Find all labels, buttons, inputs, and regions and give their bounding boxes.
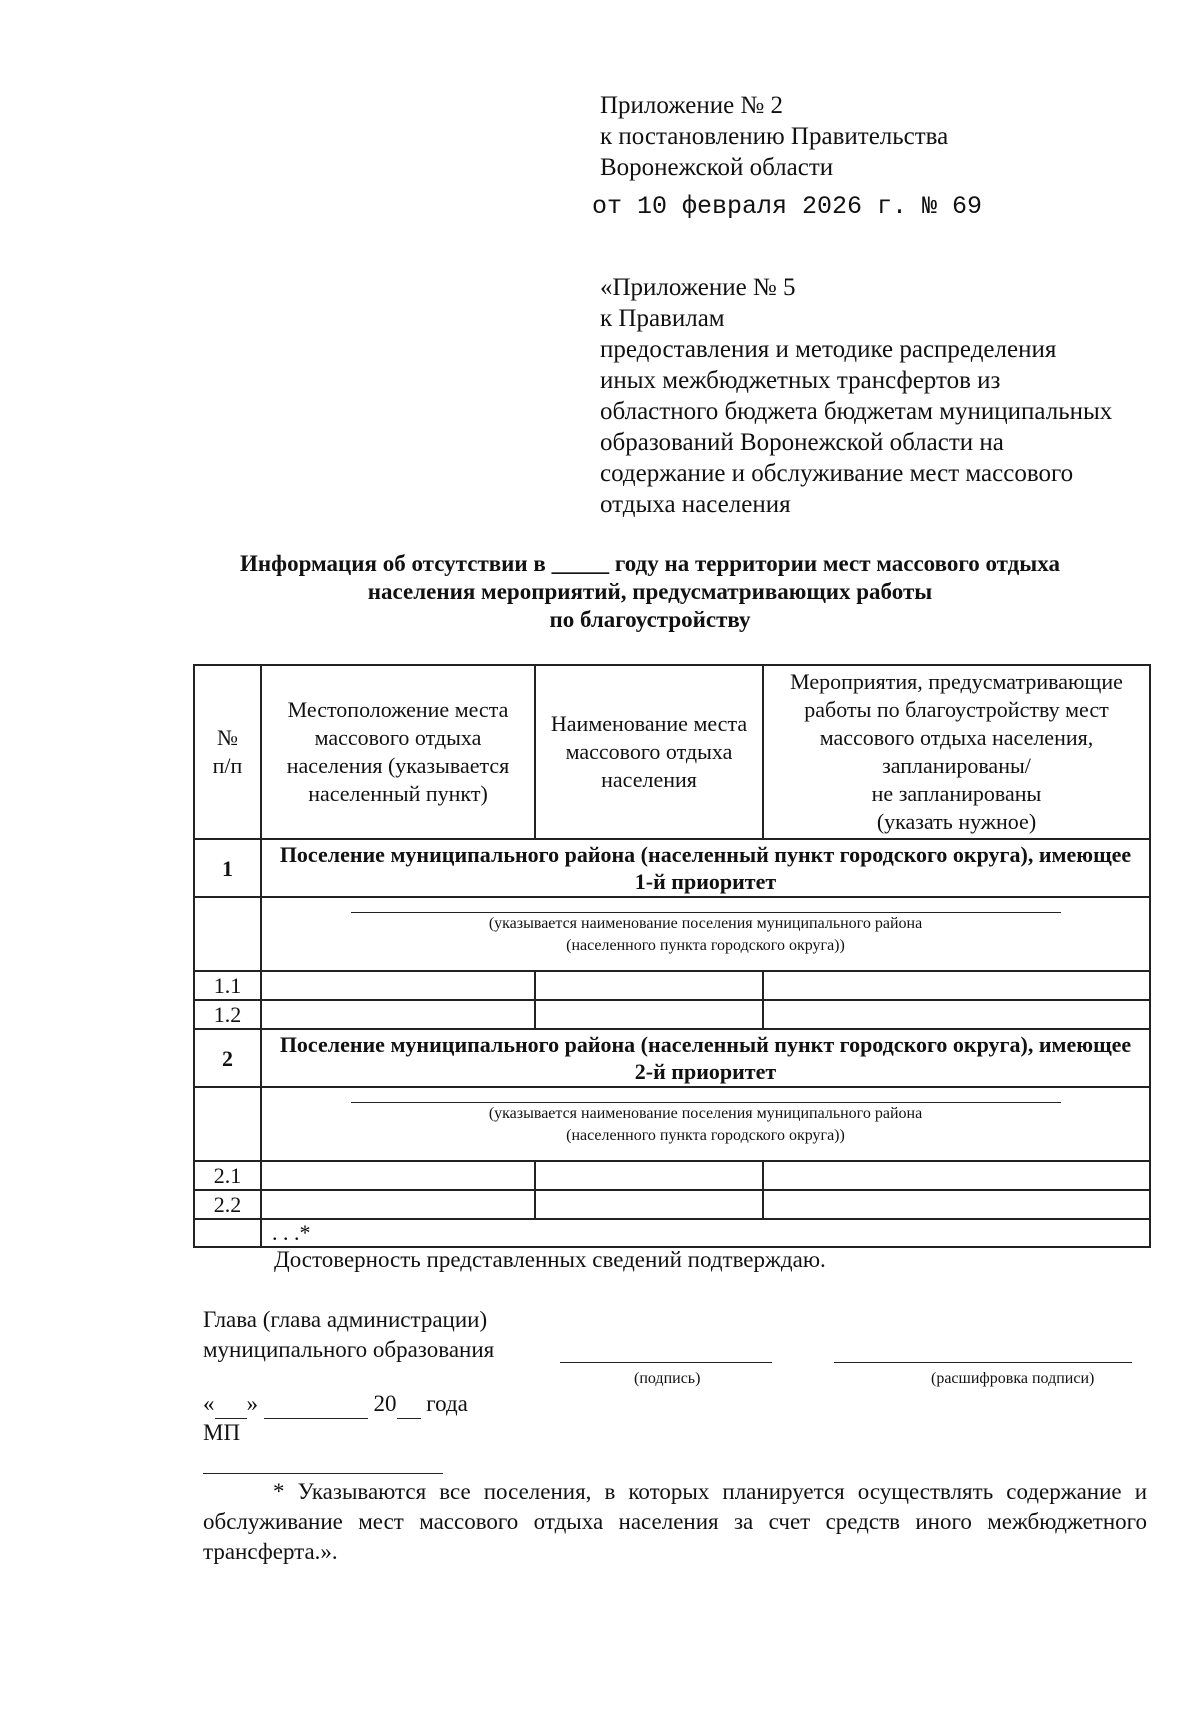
sub-appendix-line: иных межбюджетных трансфертов из bbox=[600, 367, 1001, 394]
group-hint bbox=[261, 1087, 1150, 1161]
table-row bbox=[194, 1000, 1150, 1029]
sub-appendix-line: к Правилам bbox=[600, 305, 725, 332]
sub-appendix-line: содержание и обслуживание мест массового bbox=[600, 460, 1074, 487]
group-number: 2 bbox=[194, 1029, 261, 1087]
hint-line: (указывается наименование поселения муниципального района bbox=[488, 914, 923, 932]
group-row bbox=[194, 1029, 1150, 1087]
footnote-divider bbox=[203, 1473, 443, 1474]
group-hint-row bbox=[194, 897, 1150, 971]
title-line: населения мероприятий, предусматривающих работы bbox=[367, 579, 933, 604]
group-hint bbox=[261, 897, 1150, 971]
sub-appendix-line: «Приложение № 5 bbox=[600, 274, 796, 301]
hint-line: (указывается наименование поселения муниципального района bbox=[488, 1104, 923, 1122]
confirmation-text: Достоверность представленных сведений подтверждаю. bbox=[274, 1247, 826, 1272]
appendix-region: Воронежской области bbox=[600, 154, 834, 181]
appendix-reference: к постановлению Правительства bbox=[600, 123, 949, 150]
title-line: Информация об отсутствии в _____ году на территории мест массового отдыха bbox=[240, 551, 1060, 576]
table-row bbox=[194, 971, 1150, 1000]
month-blank bbox=[264, 1388, 368, 1419]
header-num: № п/п bbox=[194, 665, 261, 839]
appendix-header bbox=[600, 90, 948, 183]
appendix-number: Приложение № 2 bbox=[600, 92, 784, 119]
decode-line bbox=[834, 1362, 1132, 1363]
header-location: Местоположение места массового отдыха населения (указывается населенный пункт) bbox=[261, 665, 535, 839]
stamp-label: МП bbox=[203, 1420, 241, 1445]
signature-label: (подпись) bbox=[634, 1370, 701, 1387]
sub-appendix-line: областного бюджета бюджетам муниципальных bbox=[600, 398, 1113, 425]
signature-line bbox=[560, 1362, 772, 1363]
day-blank bbox=[215, 1388, 247, 1419]
resolution-date: от 10 февраля 2026 г. № 69 bbox=[592, 192, 983, 221]
title-line: по благоустройству bbox=[549, 607, 751, 632]
row-number: 1.1 bbox=[194, 971, 261, 1000]
head-title bbox=[203, 1305, 494, 1365]
year-prefix: 20 bbox=[373, 1391, 397, 1416]
head-line: Глава (глава администрации) bbox=[203, 1307, 488, 1332]
document-title bbox=[150, 550, 1150, 634]
table-row bbox=[194, 1190, 1150, 1219]
decode-label: (расшифровка подписи) bbox=[931, 1370, 1095, 1387]
footnote-text: * Указываются все поселения, в которых планируется осуществлять содержание и обслуживание мест массового отдыха населения за счет средств иного межбюджетного трансферта.». bbox=[203, 1479, 1147, 1564]
header-name: Наименование места массового отдыха населения bbox=[535, 665, 763, 839]
table-row bbox=[194, 1219, 1150, 1247]
date-close-quote: » bbox=[246, 1391, 258, 1416]
ellipsis-note: . . .* bbox=[261, 1219, 1150, 1247]
group-number: 1 bbox=[194, 839, 261, 897]
sub-appendix-header bbox=[600, 272, 1112, 520]
date-line bbox=[203, 1388, 468, 1419]
row-number: 2.1 bbox=[194, 1161, 261, 1190]
row-number: 1.2 bbox=[194, 1000, 261, 1029]
table-row bbox=[194, 1161, 1150, 1190]
hint-line: (населенного пункта городского округа)) bbox=[566, 936, 845, 954]
sub-appendix-line: предоставления и методике распределения bbox=[600, 336, 1057, 363]
group-title: Поселение муниципального района (населенный пункт городского округа), имеющее 2-й приоритет bbox=[261, 1029, 1150, 1087]
row-number: 2.2 bbox=[194, 1190, 261, 1219]
hint-line: (населенного пункта городского округа)) bbox=[566, 1126, 845, 1144]
header-measures: Мероприятия, предусматривающие работы по благоустройству мест массового отдыха населения, запланированы/ не запланированы (указать нужное) bbox=[763, 665, 1150, 839]
year-blank bbox=[397, 1388, 421, 1419]
sub-appendix-line: отдыха населения bbox=[600, 491, 791, 518]
table-header-row bbox=[194, 665, 1150, 839]
head-line: муниципального образования bbox=[203, 1337, 495, 1362]
group-title: Поселение муниципального района (населенный пункт городского округа), имеющее 1-й приоритет bbox=[261, 839, 1150, 897]
sub-appendix-line: образований Воронежской области на bbox=[600, 429, 1004, 456]
year-suffix: года bbox=[426, 1391, 468, 1416]
group-hint-row bbox=[194, 1087, 1150, 1161]
date-open-quote: « bbox=[203, 1391, 215, 1416]
info-table bbox=[193, 664, 1151, 1248]
group-row bbox=[194, 839, 1150, 897]
